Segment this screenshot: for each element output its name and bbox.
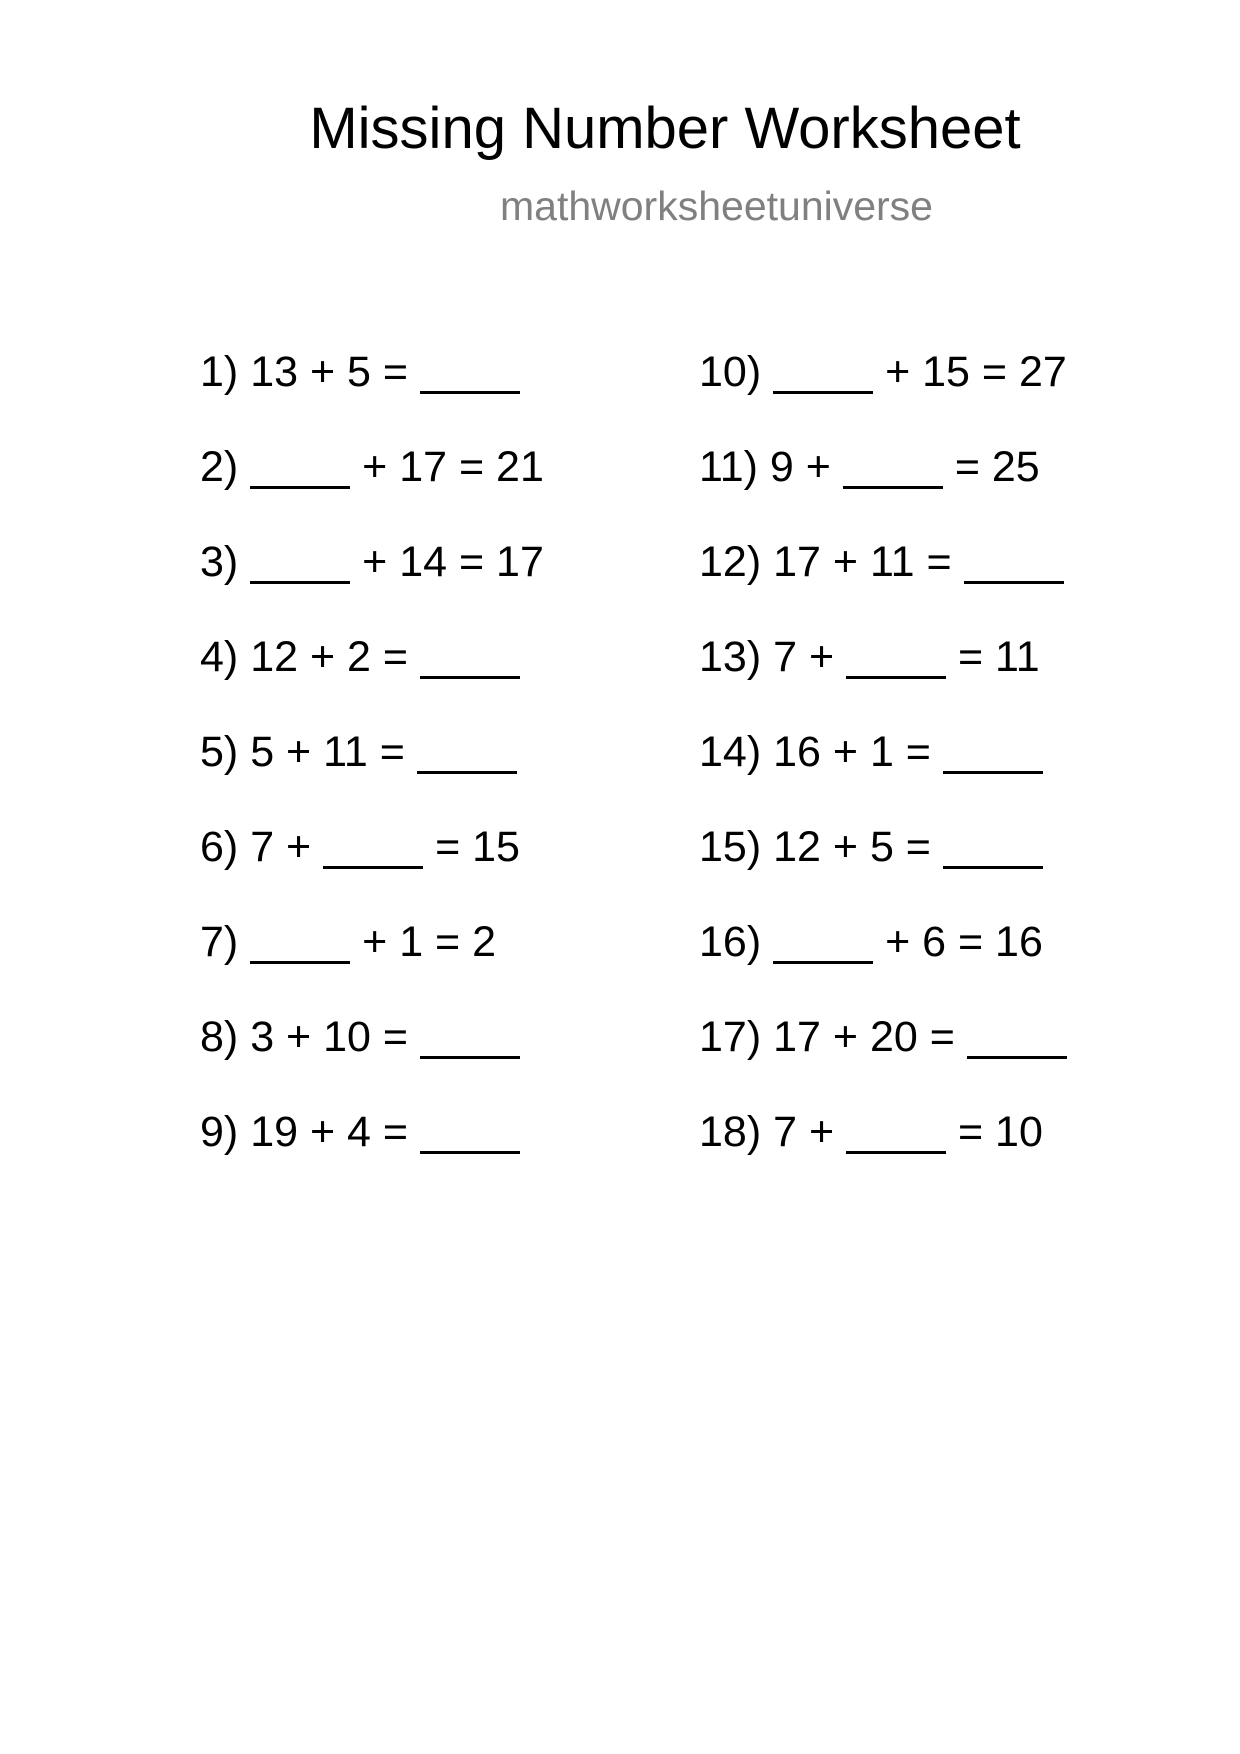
problem-2 xyxy=(200,443,544,538)
problem-number: 3) xyxy=(200,538,239,586)
answer-blank[interactable] xyxy=(250,551,350,584)
problem-expr-after: + 1 = 2 xyxy=(362,918,497,966)
problem-12 xyxy=(699,538,1067,633)
problem-13 xyxy=(699,633,1067,728)
page-subtitle: mathworksheetuniverse xyxy=(500,183,933,229)
answer-blank[interactable] xyxy=(846,646,946,679)
problem-7 xyxy=(200,918,544,1013)
problem-number: 6) xyxy=(200,823,239,871)
answer-blank[interactable] xyxy=(420,646,520,679)
problem-15 xyxy=(699,823,1067,918)
problem-number: 7) xyxy=(200,918,239,966)
problem-expr-before: 7 + xyxy=(250,823,312,871)
problem-expr-before: 17 + 20 = xyxy=(773,1013,955,1061)
problem-18 xyxy=(699,1108,1067,1203)
problem-number: 14) xyxy=(699,728,762,776)
problem-expr-after: + 6 = 16 xyxy=(885,918,1043,966)
answer-blank[interactable] xyxy=(773,931,873,964)
problem-number: 12) xyxy=(699,538,762,586)
problem-expr-after: + 14 = 17 xyxy=(362,538,544,586)
problem-expr-before: 13 + 5 = xyxy=(250,348,408,396)
answer-blank[interactable] xyxy=(323,836,423,869)
answer-blank[interactable] xyxy=(250,931,350,964)
problem-expr-before: 12 + 5 = xyxy=(773,823,931,871)
problem-number: 4) xyxy=(200,633,239,681)
problem-number: 11) xyxy=(699,443,758,491)
problem-number: 1) xyxy=(200,348,239,396)
problem-number: 8) xyxy=(200,1013,239,1061)
problem-expr-after: + 17 = 21 xyxy=(362,443,544,491)
problem-4 xyxy=(200,633,544,728)
problem-expr-before: 3 + 10 = xyxy=(250,1013,408,1061)
page-title: Missing Number Worksheet xyxy=(309,96,1021,161)
problem-number: 15) xyxy=(699,823,762,871)
problem-expr-before: 17 + 11 = xyxy=(773,538,952,586)
problem-number: 16) xyxy=(699,918,762,966)
problem-expr-before: 7 + xyxy=(773,633,835,681)
problem-expr-before: 5 + 11 = xyxy=(250,728,405,776)
problem-expr-after: = 10 xyxy=(958,1108,1043,1156)
problem-8 xyxy=(200,1013,544,1108)
problem-11 xyxy=(699,443,1067,538)
problem-14 xyxy=(699,728,1067,823)
problem-expr-before: 12 + 2 = xyxy=(250,633,408,681)
answer-blank[interactable] xyxy=(967,1026,1067,1059)
problem-expr-after: = 25 xyxy=(954,443,1040,491)
problem-number: 18) xyxy=(699,1108,762,1156)
answer-blank[interactable] xyxy=(943,836,1043,869)
problem-number: 5) xyxy=(200,728,239,776)
problem-16 xyxy=(699,918,1067,1013)
answer-blank[interactable] xyxy=(250,456,350,489)
answer-blank[interactable] xyxy=(846,1121,946,1154)
problem-expr-before: 7 + xyxy=(773,1108,835,1156)
answer-blank[interactable] xyxy=(964,551,1064,584)
problem-expr-after: + 15 = 27 xyxy=(885,348,1067,396)
problem-number: 9) xyxy=(200,1108,239,1156)
problem-number: 10) xyxy=(699,348,762,396)
answer-blank[interactable] xyxy=(843,456,943,489)
answer-blank[interactable] xyxy=(773,361,873,394)
problem-17 xyxy=(699,1013,1067,1108)
answer-blank[interactable] xyxy=(420,361,520,394)
problem-6 xyxy=(200,823,544,918)
problem-number: 13) xyxy=(699,633,762,681)
problem-number: 17) xyxy=(699,1013,762,1061)
problems-column-right xyxy=(699,348,1067,1203)
problem-expr-before: 19 + 4 = xyxy=(250,1108,408,1156)
problem-expr-before: 16 + 1 = xyxy=(773,728,931,776)
problem-9 xyxy=(200,1108,544,1203)
problem-expr-after: = 15 xyxy=(435,823,520,871)
answer-blank[interactable] xyxy=(420,1026,520,1059)
answer-blank[interactable] xyxy=(417,741,517,774)
problem-5 xyxy=(200,728,544,823)
problem-3 xyxy=(200,538,544,633)
answer-blank[interactable] xyxy=(943,741,1043,774)
problem-expr-after: = 11 xyxy=(958,633,1040,681)
problems-column-left xyxy=(200,348,544,1203)
problem-1 xyxy=(200,348,544,443)
answer-blank[interactable] xyxy=(420,1121,520,1154)
problem-number: 2) xyxy=(200,443,239,491)
problem-expr-before: 9 + xyxy=(769,443,831,491)
problem-10 xyxy=(699,348,1067,443)
